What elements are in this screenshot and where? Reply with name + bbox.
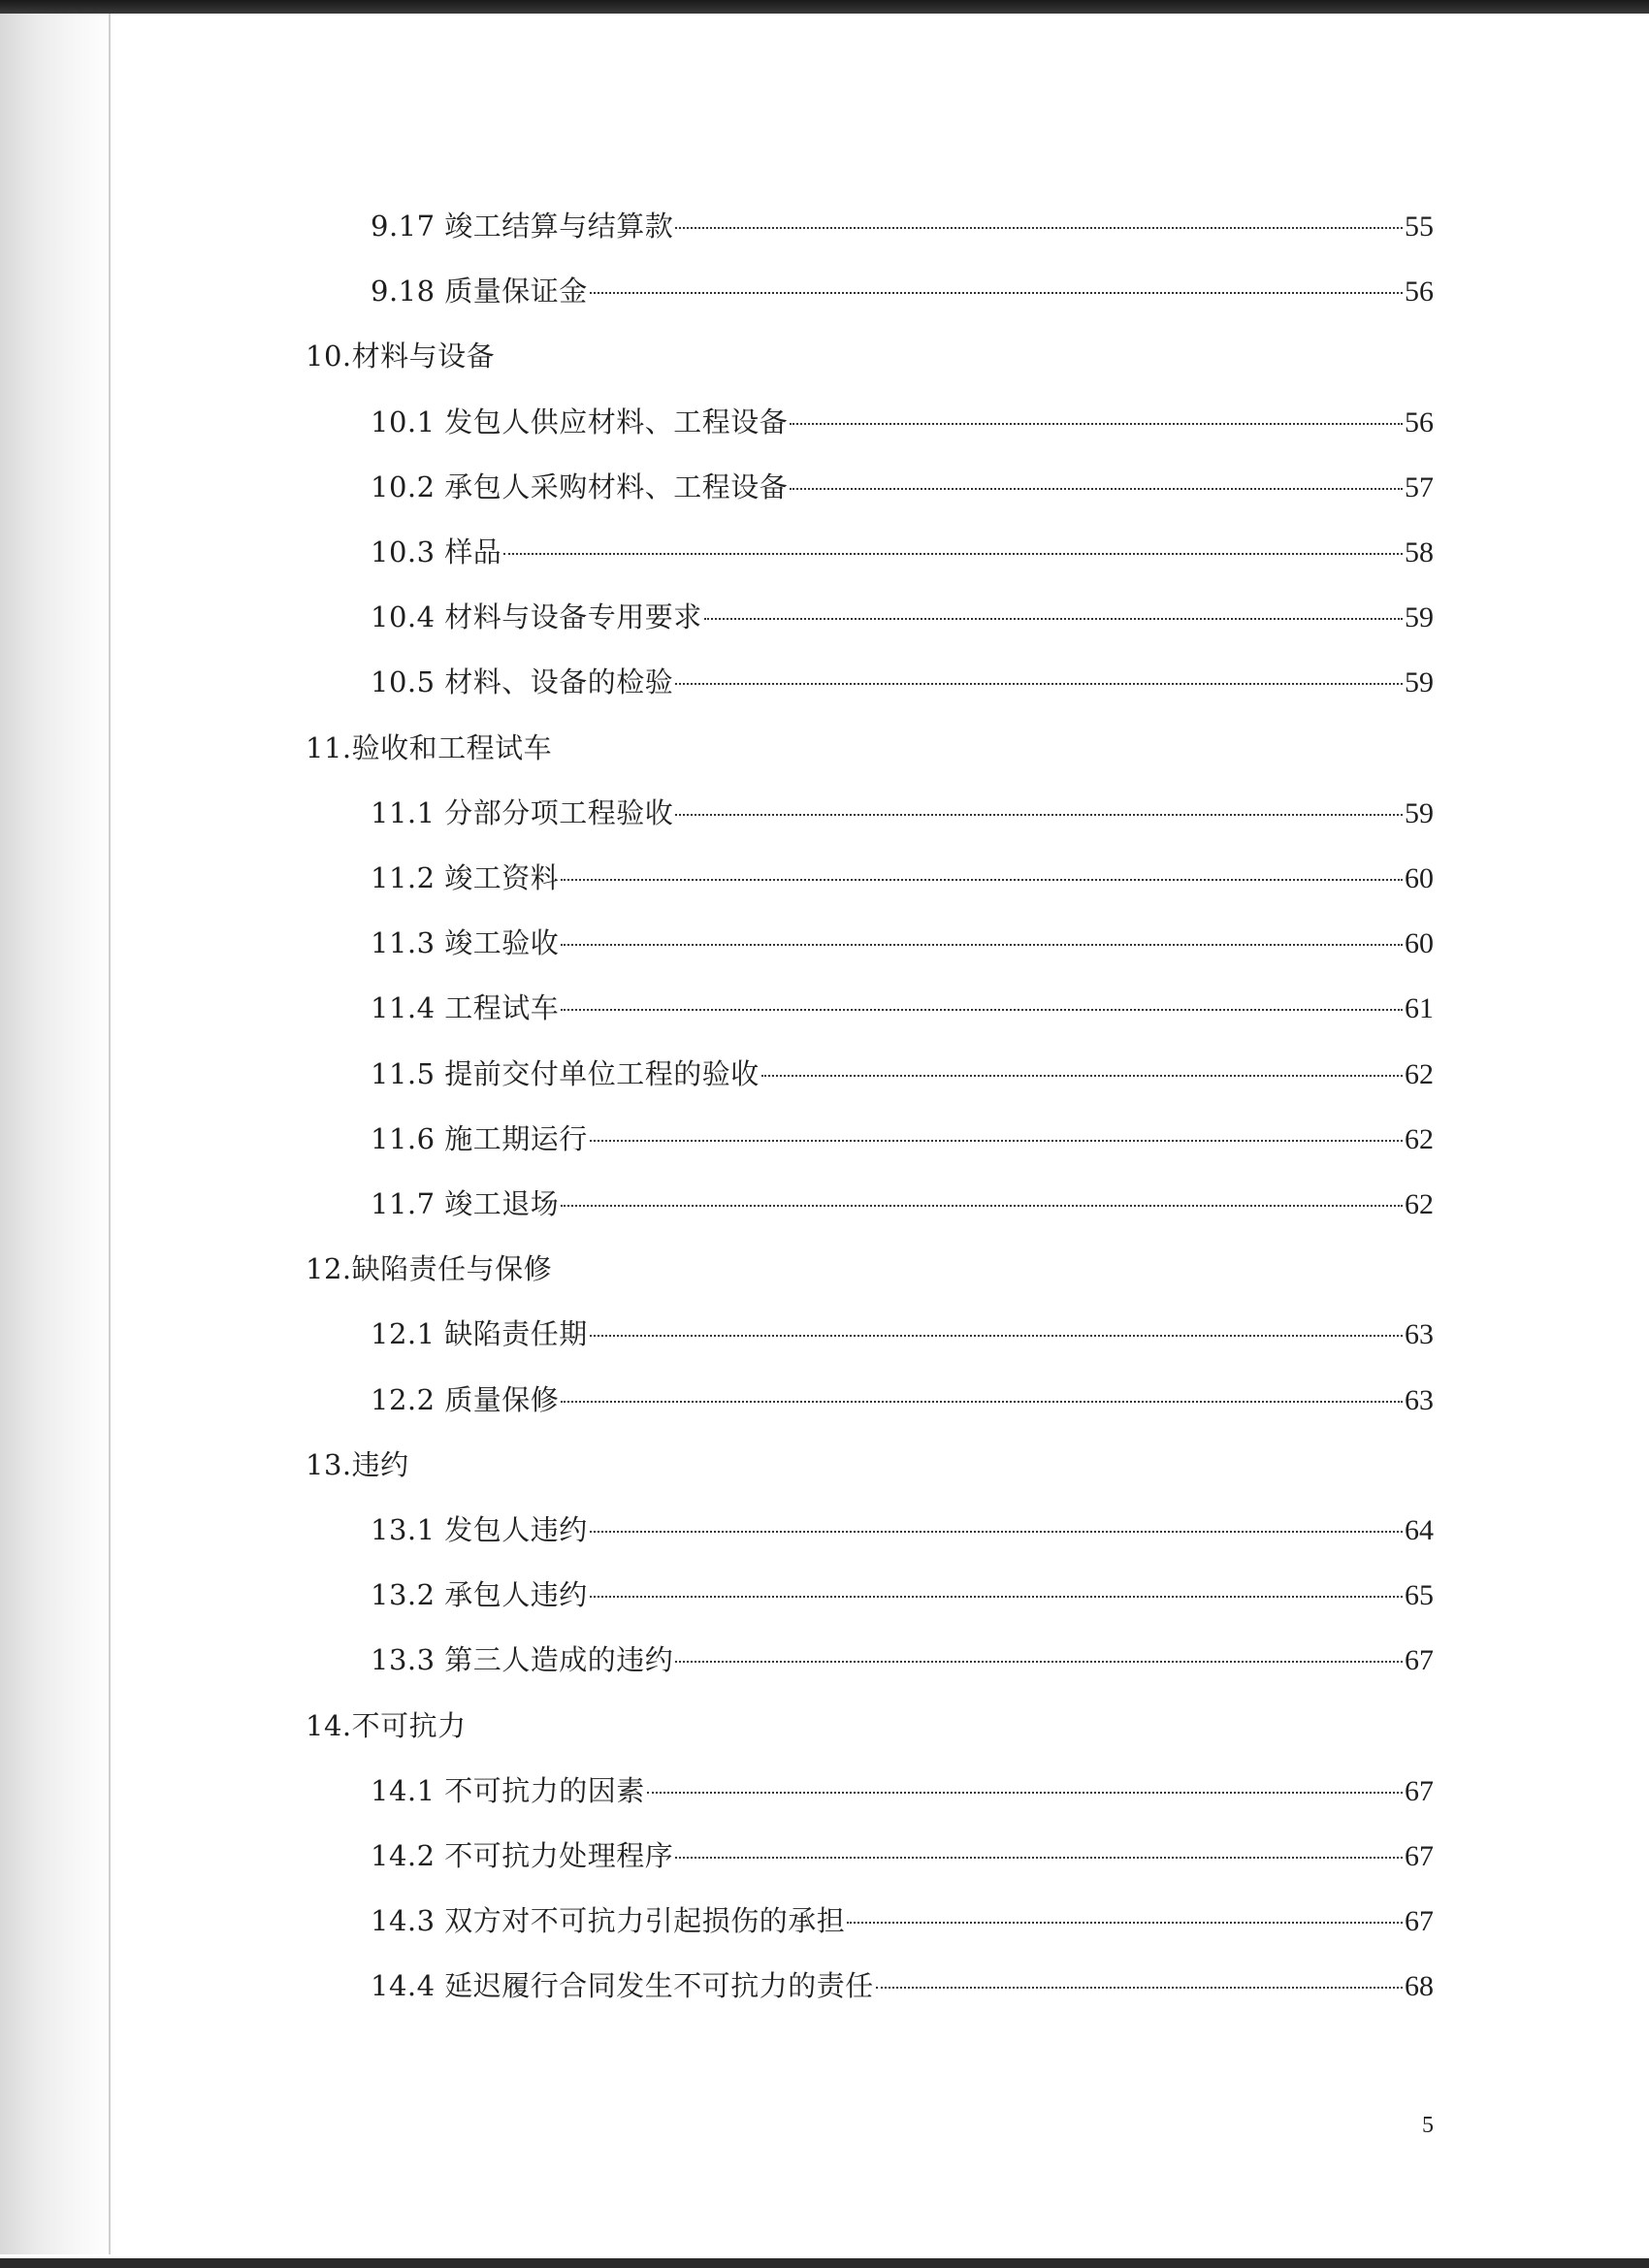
toc-dot-leader [590, 1596, 1403, 1598]
toc-entry [371, 794, 1434, 832]
toc-entry-page: 59 [1405, 666, 1434, 698]
toc-entry-page: 62 [1405, 1188, 1434, 1220]
page-number: 5 [1422, 2113, 1434, 2138]
toc-entry-page: 61 [1405, 992, 1434, 1024]
toc-section-heading [306, 729, 552, 767]
toc-entry-title: 10.3 样品 [371, 535, 502, 568]
toc-entry-page: 67 [1405, 1644, 1434, 1676]
toc-entry-title: 11.1 分部分项工程验收 [371, 796, 674, 829]
toc-entry [371, 1510, 1434, 1549]
toc-entry-title: 10.材料与设备 [306, 340, 496, 373]
toc-entry-page: 64 [1405, 1514, 1434, 1546]
toc-entry [371, 1054, 1434, 1093]
toc-entry-title: 11.6 施工期运行 [371, 1122, 588, 1155]
toc-dot-leader [590, 1531, 1403, 1533]
toc-entry [371, 598, 1434, 636]
toc-entry [371, 1119, 1434, 1158]
toc-dot-leader [675, 683, 1403, 685]
toc-section-heading [306, 1445, 409, 1484]
toc-dot-leader [847, 1922, 1403, 1924]
toc-dot-leader [790, 488, 1403, 490]
toc-entry-title: 12.2 质量保修 [371, 1383, 560, 1416]
toc-entry [371, 663, 1434, 701]
toc-entry-page: 63 [1405, 1384, 1434, 1416]
toc-dot-leader [590, 1335, 1403, 1337]
toc-entry-title: 11.4 工程试车 [371, 991, 560, 1024]
toc-entry-page: 63 [1405, 1318, 1434, 1350]
toc-entry-page: 67 [1405, 1840, 1434, 1872]
toc-dot-leader [561, 944, 1403, 946]
toc-entry [371, 533, 1434, 571]
toc-entry-title: 14.4 延迟履行合同发生不可抗力的责任 [371, 1969, 874, 2002]
toc-dot-leader [704, 618, 1403, 620]
toc-section-heading [306, 337, 495, 375]
toc-entry-title: 11.2 竣工资料 [371, 861, 560, 894]
toc-entry [371, 859, 1434, 897]
toc-entry-page: 59 [1405, 797, 1434, 829]
toc-entry-page: 60 [1405, 927, 1434, 959]
toc-dot-leader [876, 1987, 1403, 1989]
toc-entry [371, 1184, 1434, 1223]
toc-entry-page: 67 [1405, 1775, 1434, 1807]
toc-entry-page: 68 [1405, 1970, 1434, 2002]
scan-page-edge [109, 14, 111, 2254]
toc-entry-page: 56 [1405, 406, 1434, 438]
toc-entry-title: 14.3 双方对不可抗力引起损伤的承担 [371, 1904, 846, 1937]
toc-entry-page: 62 [1405, 1123, 1434, 1155]
toc-dot-leader [561, 1401, 1403, 1403]
toc-section-heading [306, 1249, 552, 1288]
toc-entry-title: 11.5 提前交付单位工程的验收 [371, 1057, 760, 1090]
toc-entry [371, 1640, 1434, 1679]
scan-binding-shadow [0, 14, 116, 2254]
toc-entry-title: 11.7 竣工退场 [371, 1187, 560, 1220]
toc-entry [371, 1836, 1434, 1875]
toc-entry [371, 468, 1434, 506]
toc-entry-title: 10.1 发包人供应材料、工程设备 [371, 405, 789, 438]
toc-entry [371, 988, 1434, 1027]
scan-top-edge [0, 0, 1649, 14]
toc-entry [371, 1380, 1434, 1419]
toc-entry [371, 1966, 1434, 2005]
toc-entry-title: 12.缺陷责任与保修 [306, 1252, 553, 1285]
toc-entry [371, 1575, 1434, 1614]
toc-entry [371, 1901, 1434, 1940]
toc-entry-title: 13.1 发包人违约 [371, 1513, 588, 1546]
toc-entry-title: 14.1 不可抗力的因素 [371, 1774, 645, 1807]
toc-entry [371, 272, 1434, 310]
toc-section-heading [306, 1706, 467, 1745]
toc-entry-title: 12.1 缺陷责任期 [371, 1317, 588, 1350]
toc-dot-leader [675, 1661, 1403, 1663]
toc-entry-page: 65 [1405, 1579, 1434, 1611]
toc-entry [371, 1771, 1434, 1810]
toc-entry-page: 60 [1405, 862, 1434, 894]
toc-entry-page: 55 [1405, 211, 1434, 243]
toc-entry [371, 403, 1434, 441]
toc-dot-leader [561, 1009, 1403, 1011]
toc-entry-title: 9.18 质量保证金 [371, 275, 588, 308]
toc-entry-title: 14.2 不可抗力处理程序 [371, 1839, 674, 1872]
toc-entry-page: 57 [1405, 471, 1434, 503]
toc-entry-title: 13.违约 [306, 1448, 409, 1481]
toc-entry-page: 58 [1405, 536, 1434, 568]
toc-entry [371, 207, 1434, 245]
toc-entry-page: 67 [1405, 1905, 1434, 1937]
toc-entry-title: 10.5 材料、设备的检验 [371, 665, 674, 698]
toc-dot-leader [675, 814, 1403, 816]
toc-dot-leader [590, 1140, 1403, 1142]
toc-dot-leader [761, 1075, 1403, 1077]
toc-entry-title: 9.17 竣工结算与结算款 [371, 210, 674, 243]
toc-dot-leader [675, 1857, 1403, 1859]
toc-entry-title: 14.不可抗力 [306, 1709, 467, 1742]
toc-entry-page: 62 [1405, 1058, 1434, 1090]
toc-dot-leader [647, 1792, 1403, 1794]
toc-entry-title: 13.3 第三人造成的违约 [371, 1643, 674, 1676]
toc-dot-leader [790, 423, 1403, 425]
toc-entry-page: 59 [1405, 601, 1434, 633]
toc-dot-leader [675, 227, 1403, 229]
toc-dot-leader [561, 1205, 1403, 1207]
toc-entry-page: 56 [1405, 275, 1434, 308]
scan-bottom-edge [0, 2258, 1649, 2268]
toc-entry [371, 1314, 1434, 1353]
toc-dot-leader [503, 553, 1403, 555]
toc-entry-title: 11.验收和工程试车 [306, 731, 553, 764]
toc-entry [371, 923, 1434, 962]
toc-entry-title: 11.3 竣工验收 [371, 926, 560, 959]
toc-entry-title: 10.4 材料与设备专用要求 [371, 600, 702, 633]
toc-dot-leader [561, 879, 1403, 881]
toc-entry-title: 10.2 承包人采购材料、工程设备 [371, 470, 789, 503]
toc-entry-title: 13.2 承包人违约 [371, 1578, 588, 1611]
toc-dot-leader [590, 292, 1403, 294]
